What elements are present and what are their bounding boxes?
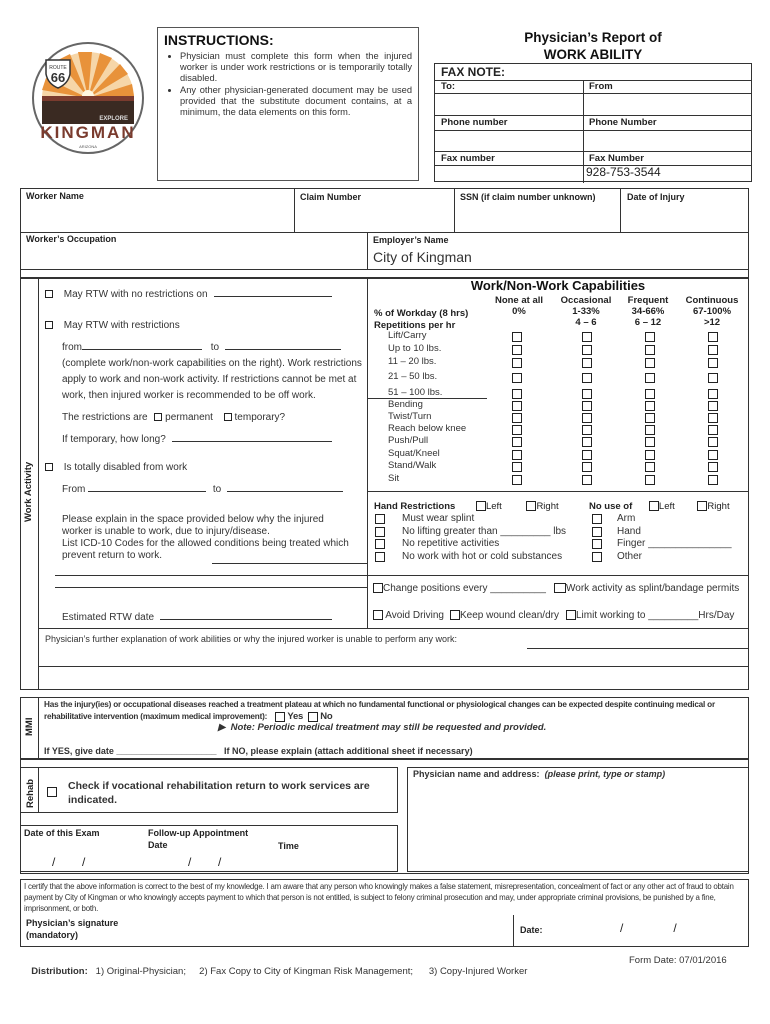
capability-checkbox-continuous[interactable] bbox=[708, 389, 718, 399]
svg-text:KINGMAN: KINGMAN bbox=[40, 123, 136, 142]
further-explanation-label: Physician’s further explanation of work abilities or why the injured worker is unable to perform any work: bbox=[45, 634, 458, 644]
restrictions-from-field[interactable] bbox=[82, 340, 202, 350]
fax-phone-from-label: Phone Number bbox=[589, 117, 657, 128]
capability-checkbox-frequent[interactable] bbox=[645, 358, 655, 368]
capability-row-label: Reach below knee bbox=[388, 423, 467, 434]
svg-text:EXPLORE: EXPLORE bbox=[99, 116, 128, 122]
how-long: If temporary, how long? bbox=[62, 432, 332, 445]
capability-checkbox-occasional[interactable] bbox=[582, 373, 592, 383]
no-use-label: Finger _______________ bbox=[617, 538, 732, 549]
workday-label: % of Workday (8 hrs) bbox=[374, 308, 469, 319]
column-none: None at all 0% bbox=[494, 295, 544, 317]
capability-checkbox-none-at-all[interactable] bbox=[512, 413, 522, 423]
followup-label: Follow-up Appointment bbox=[148, 828, 249, 838]
signature-field[interactable] bbox=[130, 916, 510, 944]
capability-checkbox-none-at-all[interactable] bbox=[512, 462, 522, 472]
claim-number-field[interactable] bbox=[296, 203, 452, 231]
capability-checkbox-none-at-all[interactable] bbox=[512, 450, 522, 460]
capability-checkbox-occasional[interactable] bbox=[582, 437, 592, 447]
restrictions-note: (complete work/non-work capabilities on the right). Work restrictions apply to work and non-work activity. If restrictions cannot be met at work, then injured worker is recommended to be off work. bbox=[62, 358, 362, 401]
occupation-label: Worker’s Occupation bbox=[26, 234, 117, 244]
capability-checkbox-none-at-all[interactable] bbox=[512, 401, 522, 411]
no-use-checkbox[interactable] bbox=[592, 552, 602, 562]
exam-date-label: Date of this Exam bbox=[24, 828, 100, 838]
employer-label: Employer’s Name bbox=[373, 235, 449, 245]
mmi-question: Has the injury(ies) or occupational diseases reached a treatment plateau at which no fundamental functional or physiological changes can be expected despite continuing medical or rehabilitative intervention (maximum medical improvement): Yes No bbox=[44, 700, 715, 722]
permanent-checkbox[interactable] bbox=[154, 413, 162, 421]
distribution-line: Distribution: 1) Original-Physician; 2) Fax Copy to City of Kingman Risk Management; 3) Copy-Injured Worker bbox=[31, 966, 528, 977]
capability-row-label: Stand/Walk bbox=[388, 460, 437, 471]
capability-checkbox-continuous[interactable] bbox=[708, 358, 718, 368]
capability-checkbox-frequent[interactable] bbox=[645, 437, 655, 447]
column-frequent: Frequent 34-66% 6 – 12 bbox=[627, 295, 669, 328]
fax-fax-from-value[interactable]: 928-753-3544 bbox=[586, 165, 661, 179]
capability-checkbox-continuous[interactable] bbox=[708, 425, 718, 435]
restrictions-type: The restrictions are permanent temporary? bbox=[62, 412, 286, 423]
keep-wound-checkbox[interactable] bbox=[450, 610, 460, 620]
instructions-title: INSTRUCTIONS: bbox=[164, 32, 274, 48]
capability-row-label: Bending bbox=[388, 399, 423, 410]
followup-time-field[interactable] bbox=[290, 853, 390, 869]
capability-checkbox-occasional[interactable] bbox=[582, 332, 592, 342]
capability-checkbox-none-at-all[interactable] bbox=[512, 437, 522, 447]
capability-checkbox-frequent[interactable] bbox=[645, 332, 655, 342]
worker-name-label: Worker Name bbox=[26, 191, 84, 201]
ssn-label: SSN (if claim number unknown) bbox=[460, 192, 596, 202]
fax-fax-from-label: Fax Number bbox=[589, 153, 644, 164]
fax-note-title: FAX NOTE: bbox=[441, 65, 506, 79]
no-use-left-checkbox[interactable] bbox=[649, 501, 659, 511]
no-use-checkbox[interactable] bbox=[592, 514, 602, 524]
totally-disabled-checkbox[interactable] bbox=[45, 463, 53, 471]
capability-checkbox-frequent[interactable] bbox=[645, 373, 655, 383]
capability-checkbox-occasional[interactable] bbox=[582, 462, 592, 472]
how-long-field[interactable] bbox=[172, 432, 332, 442]
capability-checkbox-occasional[interactable] bbox=[582, 425, 592, 435]
disabled-date-range: From to bbox=[62, 482, 343, 495]
column-occasional: Occasional 1-33% 4 – 6 bbox=[560, 295, 612, 328]
signature-label: Physician’s signature bbox=[26, 918, 119, 928]
capability-checkbox-continuous[interactable] bbox=[708, 401, 718, 411]
capability-checkbox-frequent[interactable] bbox=[645, 345, 655, 355]
restrictions-to-field[interactable] bbox=[225, 340, 341, 350]
signature-date-field[interactable]: / / bbox=[620, 921, 677, 935]
fax-fax-to-label: Fax number bbox=[441, 153, 495, 164]
followup-time-label: Time bbox=[278, 841, 299, 851]
capability-checkbox-none-at-all[interactable] bbox=[512, 345, 522, 355]
followup-date-field[interactable]: / / bbox=[188, 855, 222, 869]
capability-checkbox-continuous[interactable] bbox=[708, 413, 718, 423]
hand-restriction-checkbox[interactable] bbox=[375, 552, 385, 562]
capability-checkbox-frequent[interactable] bbox=[645, 475, 655, 485]
rtw-no-restrictions-date-field[interactable] bbox=[214, 287, 332, 297]
fax-to-label: To: bbox=[441, 81, 456, 92]
limit-working-checkbox[interactable] bbox=[566, 610, 576, 620]
svg-text:ROUTE: ROUTE bbox=[49, 65, 67, 71]
restrictions-date-range: from to bbox=[62, 340, 341, 353]
hand-restriction-checkbox[interactable] bbox=[375, 539, 385, 549]
icd-codes-line-3[interactable] bbox=[55, 587, 367, 588]
capability-checkbox-continuous[interactable] bbox=[708, 345, 718, 355]
date-of-injury-field[interactable] bbox=[622, 203, 747, 231]
fax-fax-to-field[interactable] bbox=[437, 166, 581, 182]
capability-checkbox-none-at-all[interactable] bbox=[512, 389, 522, 399]
capability-row-label: Sit bbox=[388, 473, 400, 484]
arrow-right-icon: ▶ bbox=[218, 722, 226, 733]
capability-checkbox-continuous[interactable] bbox=[708, 462, 718, 472]
mmi-side-label: MMI bbox=[24, 717, 35, 736]
estimated-rtw-field[interactable] bbox=[160, 610, 332, 620]
hand-restriction-checkbox[interactable] bbox=[375, 527, 385, 537]
capabilities-title: Work/Non-Work Capabilities bbox=[470, 278, 646, 293]
capability-checkbox-continuous[interactable] bbox=[708, 332, 718, 342]
hand-restriction-label: Must wear splint bbox=[402, 513, 475, 524]
capability-checkbox-continuous[interactable] bbox=[708, 437, 718, 447]
splint-option[interactable]: Work activity as splint/bandage permits bbox=[554, 583, 739, 594]
form-title: Physician’s Report of WORK ABILITY bbox=[524, 30, 662, 62]
work-activity-side-label: Work Activity bbox=[23, 461, 34, 522]
rehab-checkbox[interactable] bbox=[47, 783, 57, 801]
svg-text:ARIZONA: ARIZONA bbox=[79, 144, 97, 149]
capability-row-label: Lift/Carry bbox=[388, 330, 427, 341]
totally-disabled-option[interactable]: Is totally disabled from work bbox=[45, 462, 187, 473]
signature-date-label: Date: bbox=[520, 925, 543, 935]
no-use-checkbox[interactable] bbox=[592, 527, 602, 537]
mmi-no-checkbox[interactable] bbox=[308, 712, 318, 722]
no-use-label: Arm bbox=[617, 513, 636, 524]
no-use-label: Hand bbox=[617, 526, 641, 537]
capability-checkbox-occasional[interactable] bbox=[582, 358, 592, 368]
capability-checkbox-occasional[interactable] bbox=[582, 389, 592, 399]
disabled-to-field[interactable] bbox=[227, 482, 343, 492]
capability-checkbox-none-at-all[interactable] bbox=[512, 475, 522, 485]
icd-codes-line-2[interactable] bbox=[55, 575, 367, 576]
mmi-yes-checkbox[interactable] bbox=[275, 712, 285, 722]
worker-name-field[interactable] bbox=[22, 203, 292, 231]
rehab-side-label: Rehab bbox=[25, 778, 36, 808]
hand-restriction-label: No work with hot or cold substances bbox=[402, 551, 563, 562]
capability-checkbox-occasional[interactable] bbox=[582, 450, 592, 460]
capability-checkbox-none-at-all[interactable] bbox=[512, 425, 522, 435]
fax-to-field[interactable] bbox=[437, 94, 581, 114]
exam-date-field[interactable]: / / bbox=[52, 855, 86, 869]
mmi-followup: If YES, give date ____________________ If NO, please explain (attach additional sheet if necessary) bbox=[44, 746, 473, 756]
further-explanation-field[interactable] bbox=[40, 650, 748, 665]
date-of-injury-label: Date of Injury bbox=[627, 192, 685, 202]
avoid-driving-checkbox[interactable] bbox=[373, 610, 383, 620]
no-use-header: No use of Left Right bbox=[589, 501, 730, 512]
change-positions-option[interactable]: Change positions every __________ bbox=[373, 583, 546, 594]
kingman-logo bbox=[28, 38, 148, 158]
further-explanation-line[interactable] bbox=[527, 648, 749, 649]
no-use-label: Other bbox=[617, 551, 643, 562]
followup-date-label: Date bbox=[148, 840, 168, 850]
employer-field[interactable]: City of Kingman bbox=[373, 249, 472, 265]
capability-row-label: Up to 10 lbs. bbox=[388, 343, 442, 354]
hand-restrictions-header: Hand Restrictions Left Right bbox=[374, 501, 559, 512]
instructions-box bbox=[157, 27, 419, 181]
no-use-right-checkbox[interactable] bbox=[697, 501, 707, 511]
capability-checkbox-frequent[interactable] bbox=[645, 413, 655, 423]
capability-checkbox-continuous[interactable] bbox=[708, 475, 718, 485]
physician-box[interactable] bbox=[407, 767, 749, 872]
keep-wound-option[interactable]: Keep wound clean/dry bbox=[450, 610, 559, 621]
limit-working-option[interactable]: Limit working to _________Hrs/Day bbox=[566, 610, 734, 621]
hand-restriction-checkbox[interactable] bbox=[375, 514, 385, 524]
rtw-restrictions-option[interactable]: May RTW with restrictions bbox=[45, 320, 180, 331]
column-continuous: Continuous 67-100% >12 bbox=[685, 295, 739, 328]
fax-from-field[interactable] bbox=[585, 94, 751, 114]
rehab-text: Check if vocational rehabilitation return to work services are indicated. bbox=[68, 780, 370, 806]
capability-checkbox-none-at-all[interactable] bbox=[512, 332, 522, 342]
claim-number-label: Claim Number bbox=[300, 192, 362, 202]
rtw-no-restrictions-checkbox[interactable] bbox=[45, 290, 53, 298]
hand-restriction-label: No lifting greater than _________ lbs bbox=[402, 526, 567, 537]
icd-codes-line-1[interactable] bbox=[212, 563, 367, 564]
hand-right-checkbox[interactable] bbox=[526, 501, 536, 511]
capability-checkbox-continuous[interactable] bbox=[708, 450, 718, 460]
instruction-item: • Physician must complete this form when the injured worker is under work restrictions or is temporarily totally disabled. bbox=[180, 51, 412, 84]
hand-restriction-label: No repetitive activities bbox=[402, 538, 500, 549]
physician-label: Physician name and address: (please print, type or stamp) bbox=[413, 769, 666, 779]
capability-checkbox-frequent[interactable] bbox=[645, 401, 655, 411]
capability-checkbox-occasional[interactable] bbox=[582, 413, 592, 423]
rtw-no-restrictions-option[interactable]: May RTW with no restrictions on bbox=[45, 287, 332, 300]
mmi-note: ▶ Note: Periodic medical treatment may still be requested and provided. bbox=[218, 722, 547, 733]
capability-row-label: 11 – 20 lbs. bbox=[388, 356, 437, 367]
disabled-from-field[interactable] bbox=[88, 482, 206, 492]
change-positions-checkbox[interactable] bbox=[373, 583, 383, 593]
capability-row-label: 51 – 100 lbs. bbox=[388, 387, 443, 398]
explain-instructions: Please explain in the space provided below why the injured worker is unable to work, due to injury/disease. List ICD-10 Codes for the allowed conditions being treated which prevent return to work. bbox=[62, 514, 349, 561]
fax-phone-to-label: Phone number bbox=[441, 117, 508, 128]
no-use-checkbox[interactable] bbox=[592, 539, 602, 549]
reps-label: Repetitions per hr bbox=[374, 320, 456, 331]
fax-phone-from-field[interactable] bbox=[585, 131, 751, 150]
hand-left-checkbox[interactable] bbox=[476, 501, 486, 511]
occupation-field[interactable] bbox=[22, 245, 365, 267]
capability-checkbox-frequent[interactable] bbox=[645, 450, 655, 460]
capability-row-label: Push/Pull bbox=[388, 435, 429, 446]
fax-note-box bbox=[434, 63, 752, 182]
capability-row-label: Twist/Turn bbox=[388, 411, 432, 422]
capability-checkbox-occasional[interactable] bbox=[582, 345, 592, 355]
avoid-driving-option[interactable]: Avoid Driving bbox=[373, 610, 444, 621]
rtw-restrictions-checkbox[interactable] bbox=[45, 321, 53, 329]
capability-checkbox-frequent[interactable] bbox=[645, 389, 655, 399]
form-date: Form Date: 07/01/2016 bbox=[629, 955, 727, 966]
capability-checkbox-occasional[interactable] bbox=[582, 475, 592, 485]
fax-from-label: From bbox=[589, 81, 613, 92]
signature-mandatory: (mandatory) bbox=[26, 930, 79, 940]
splint-checkbox[interactable] bbox=[554, 583, 566, 593]
capability-checkbox-none-at-all[interactable] bbox=[512, 358, 522, 368]
capability-row-label: 21 – 50 lbs. bbox=[388, 371, 438, 382]
fax-phone-to-field[interactable] bbox=[437, 131, 581, 150]
instruction-item: • Any other physician-generated document may be used provided that the substitute document contains, at a minimum, the data elements on this form. bbox=[180, 85, 412, 118]
estimated-rtw: Estimated RTW date bbox=[62, 610, 332, 623]
temporary-checkbox[interactable] bbox=[224, 413, 232, 421]
capability-checkbox-none-at-all[interactable] bbox=[512, 373, 522, 383]
capability-checkbox-continuous[interactable] bbox=[708, 373, 718, 383]
capability-checkbox-frequent[interactable] bbox=[645, 425, 655, 435]
certification-text: I certify that the above information is correct to the best of my knowledge. I am aware that any person who knowingly makes a false statement, misrepresentation, concealment of fact or any other act of fraud to obtain payment by City of Kingman or who knowingly accepts payment to which that person is not entitled, is subject to felony criminal prosecution and may, under appropriate criminal provisions, be punished by a fine, imprisonment, or both. bbox=[24, 882, 734, 913]
ssn-field[interactable] bbox=[456, 203, 618, 231]
svg-text:66: 66 bbox=[50, 70, 66, 85]
capability-row-label: Squat/Kneel bbox=[388, 448, 440, 459]
capability-checkbox-occasional[interactable] bbox=[582, 401, 592, 411]
capability-checkbox-frequent[interactable] bbox=[645, 462, 655, 472]
